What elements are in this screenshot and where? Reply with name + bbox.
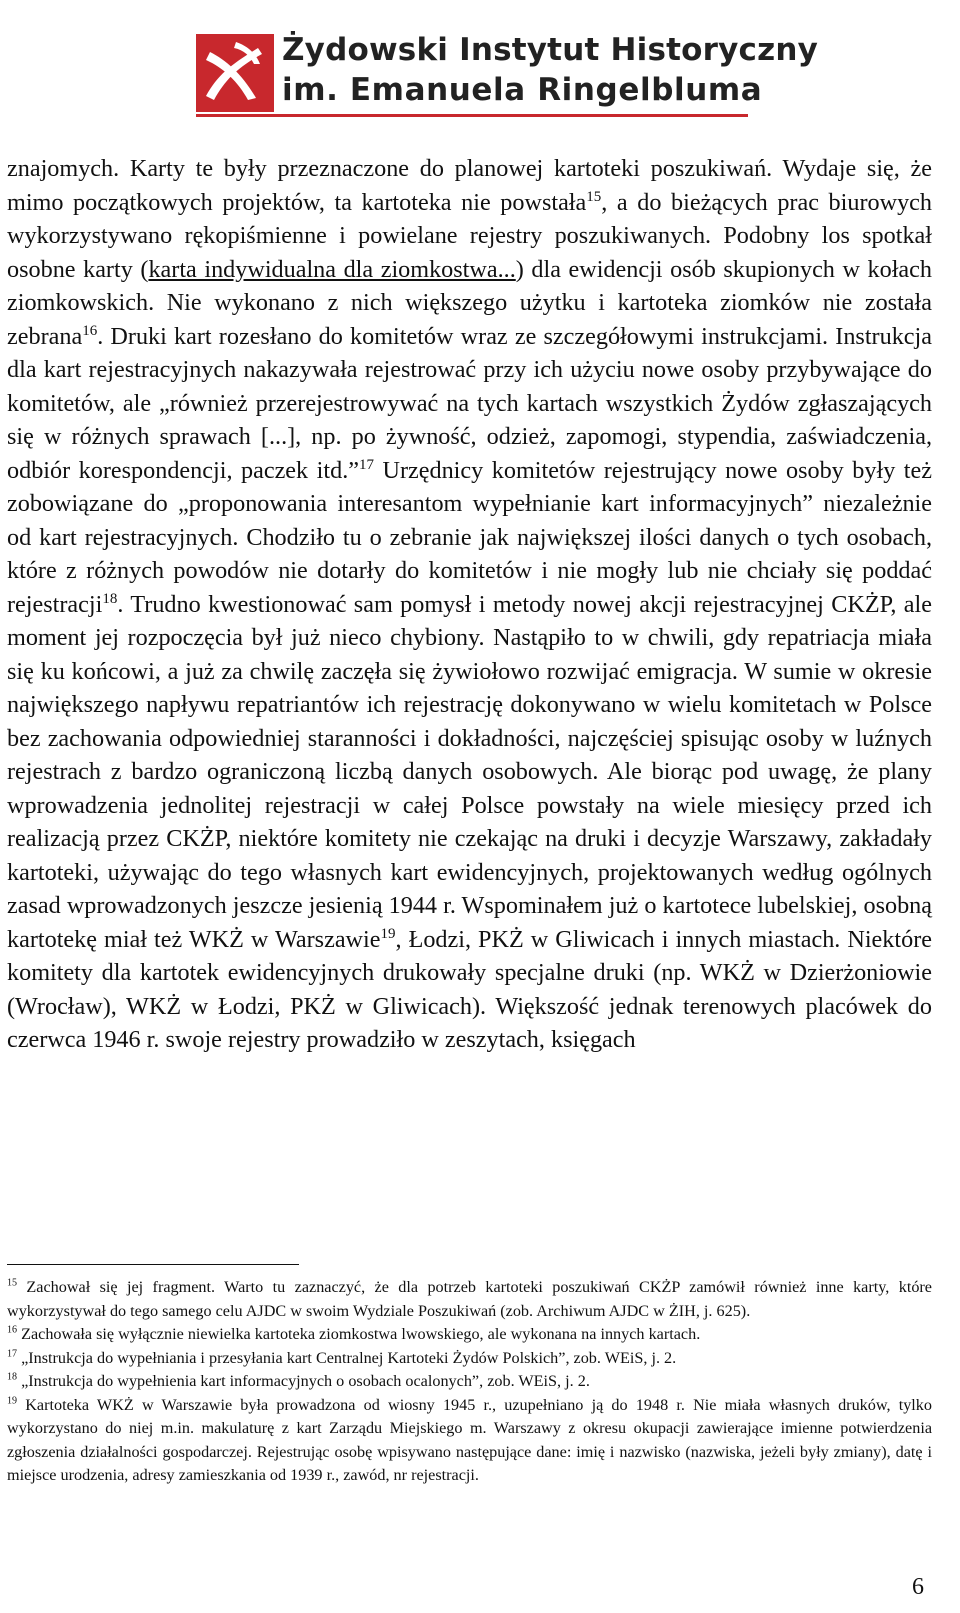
footnote-ref-17[interactable]: 17 (358, 456, 374, 473)
institute-name-line2: im. Emanuela Ringelbluma (282, 72, 763, 108)
footnote-ref-18[interactable]: 18 (102, 590, 118, 607)
footnotes (7, 1276, 932, 1488)
footnote-text: Kartoteka WKŻ w Warszawie była prowadzona od wiosny 1945 r., uzupełniano ją do 1948 r. Nie miała własnych druków, tylko wykorzystano do niej m.in. makulaturę z kart Zarządu Miejskiego m. Warszawy z okresu okupacji zawierające imienne potwierdzenia zgłoszenia działalności gospodarczej. Rejestrując osobę wpisywano następujące dane: imię i nazwisko (nazwiska, jeżeli były zmiany), datę i miejsce urodzenia, adresy zamieszkania od 1939 r., zawód, nr rejestracji. (7, 1395, 932, 1484)
footnote-number: 15 (7, 1277, 18, 1289)
footnote-number: 17 (7, 1348, 18, 1360)
institute-logo-icon (196, 34, 274, 112)
footnote-15 (7, 1276, 932, 1323)
footnote-text: „Instrukcja do wypełniania i przesyłania kart Centralnej Kartoteki Żydów Polskich”, zob. WEiS, j. 2. (17, 1348, 677, 1367)
page-number: 6 (912, 1574, 924, 1600)
footnote-text: Zachował się jej fragment. Warto tu zaznaczyć, że dla potrzeb kartoteki poszukiwań CKŻP zamówił również inne karty, które wykorzystywał do tego samego celu AJDC w swoim Wydziale Poszukiwań (zob. Archiwum AJDC w ŻIH, j. 625). (7, 1278, 932, 1320)
footnote-number: 18 (7, 1371, 18, 1383)
footnote-19 (7, 1394, 932, 1488)
footnote-text: „Instrukcja do wypełnienia kart informacyjnych o osobach ocalonych”, zob. WEiS, j. 2. (17, 1372, 590, 1390)
body-text-segment: Urzędnicy komitetów rejestrujący nowe osoby były też zobowiązane do „proponowania interesantom wypełnianie kart informacyjnych” niezależnie od kart rejestracyjnych. Chodziło tu o zebranie jak największej ilości danych o tych osobach, które z różnych powodów nie dotarły do komitetów i nie mogły lub nie chciały się poddać rejestracji (7, 456, 932, 618)
footnote-number: 19 (7, 1395, 18, 1407)
footnote-number: 16 (7, 1324, 18, 1336)
body-text-segment: , Łodzi, PKŻ w Gliwicach i innych miastach. Niektóre komitety dla kartotek ewidencyjnych drukowały specjalne druki (np. WKŻ w Dzierżoniowie (Wrocław), WKŻ w Łodzi, PKŻ w Gliwicach). Większość jednak terenowych placówek do czerwca 1946 r. swoje rejestry prowadziło w zeszytach, księgach (7, 925, 932, 1053)
footnote-separator (7, 1264, 299, 1265)
footnote-ref-16[interactable]: 16 (82, 322, 98, 339)
body-text-segment: znajomych. Karty te były przeznaczone do planowej kartoteki poszukiwań. Wydaje się, że mimo początkowych projektów, ta kartoteka nie powstała (7, 155, 932, 216)
footnote-text: Zachowała się wyłącznie niewielka kartoteka ziomkostwa lwowskiego, ale wykonana na innych kartach. (17, 1325, 701, 1343)
body-text-segment: ) dla ewidencji osób skupionych w kołach ziomkowskich. Nie wykonano z nich większego użytku i kartoteka ziomków nie została zebrana (7, 255, 932, 350)
body-text-segment: . Druki kart rozesłano do komitetów wraz ze szczegółowymi instrukcjami. Instrukcja dla kart rejestracyjnych nakazywała rejestrować przy ich użyciu nowe osoby przybywające do komitetów, ale „również przerejestrowywać na tych kartach wszystkich Żydów zgłaszających się w różnych sprawach [...], np. po żywność, odzież, zapomogi, stypendia, zaświadczenia, odbiór korespondencji, paczek itd.” (7, 322, 932, 484)
header-rule (196, 114, 748, 117)
underlined-card-name: karta indywidualna dla ziomkostwa... (148, 255, 516, 283)
footnote-ref-19[interactable]: 19 (380, 925, 396, 942)
footnote-18 (7, 1370, 932, 1394)
body-text-segment: , a do bieżących prac biurowych wykorzystywano rękopiśmienne i powielane rejestry poszukiwanych. Podobny los spotkał osobne karty ( (7, 188, 932, 283)
footnote-17 (7, 1347, 932, 1371)
page-header (196, 28, 819, 118)
footnote-ref-15[interactable]: 15 (586, 188, 602, 205)
body-paragraph (7, 152, 932, 1057)
institute-name-line1: Żydowski Instytut Historyczny (282, 32, 819, 68)
footnote-16 (7, 1323, 932, 1347)
body-text-segment: . Trudno kwestionować sam pomysł i metody nowej akcji rejestracyjnej CKŻP, ale moment jej rozpoczęcia był już nieco chybiony. Nastąpiło to w chwili, gdy repatriacja miała się ku końcowi, a już za chwilę zaczęła się żywiołowo rozwijać emigracja. W sumie w okresie największego napływu repatriantów ich rejestrację dokonywano w wielu komitetach w Polsce bez zachowania odpowiedniej staranności i dokładności, najczęściej spisując osoby w luźnych rejestrach z bardzo ograniczoną liczbą danych osobowych. Ale biorąc pod uwagę, że plany wprowadzenia jednolitej rejestracji w całej Polsce powstały na wiele miesięcy przed ich realizacją przez CKŻP, niektóre komitety nie czekając na druki i decyzje Warszawy, zakładały kartoteki, używając do tego własnych kart ewidencyjnych, projektowanych według ogólnych zasad wprowadzonych jeszcze jesienią 1944 r. Wspominałem już o kartotece lubelskiej, osobną kartotekę miał też WKŻ w Warszawie (7, 590, 932, 953)
